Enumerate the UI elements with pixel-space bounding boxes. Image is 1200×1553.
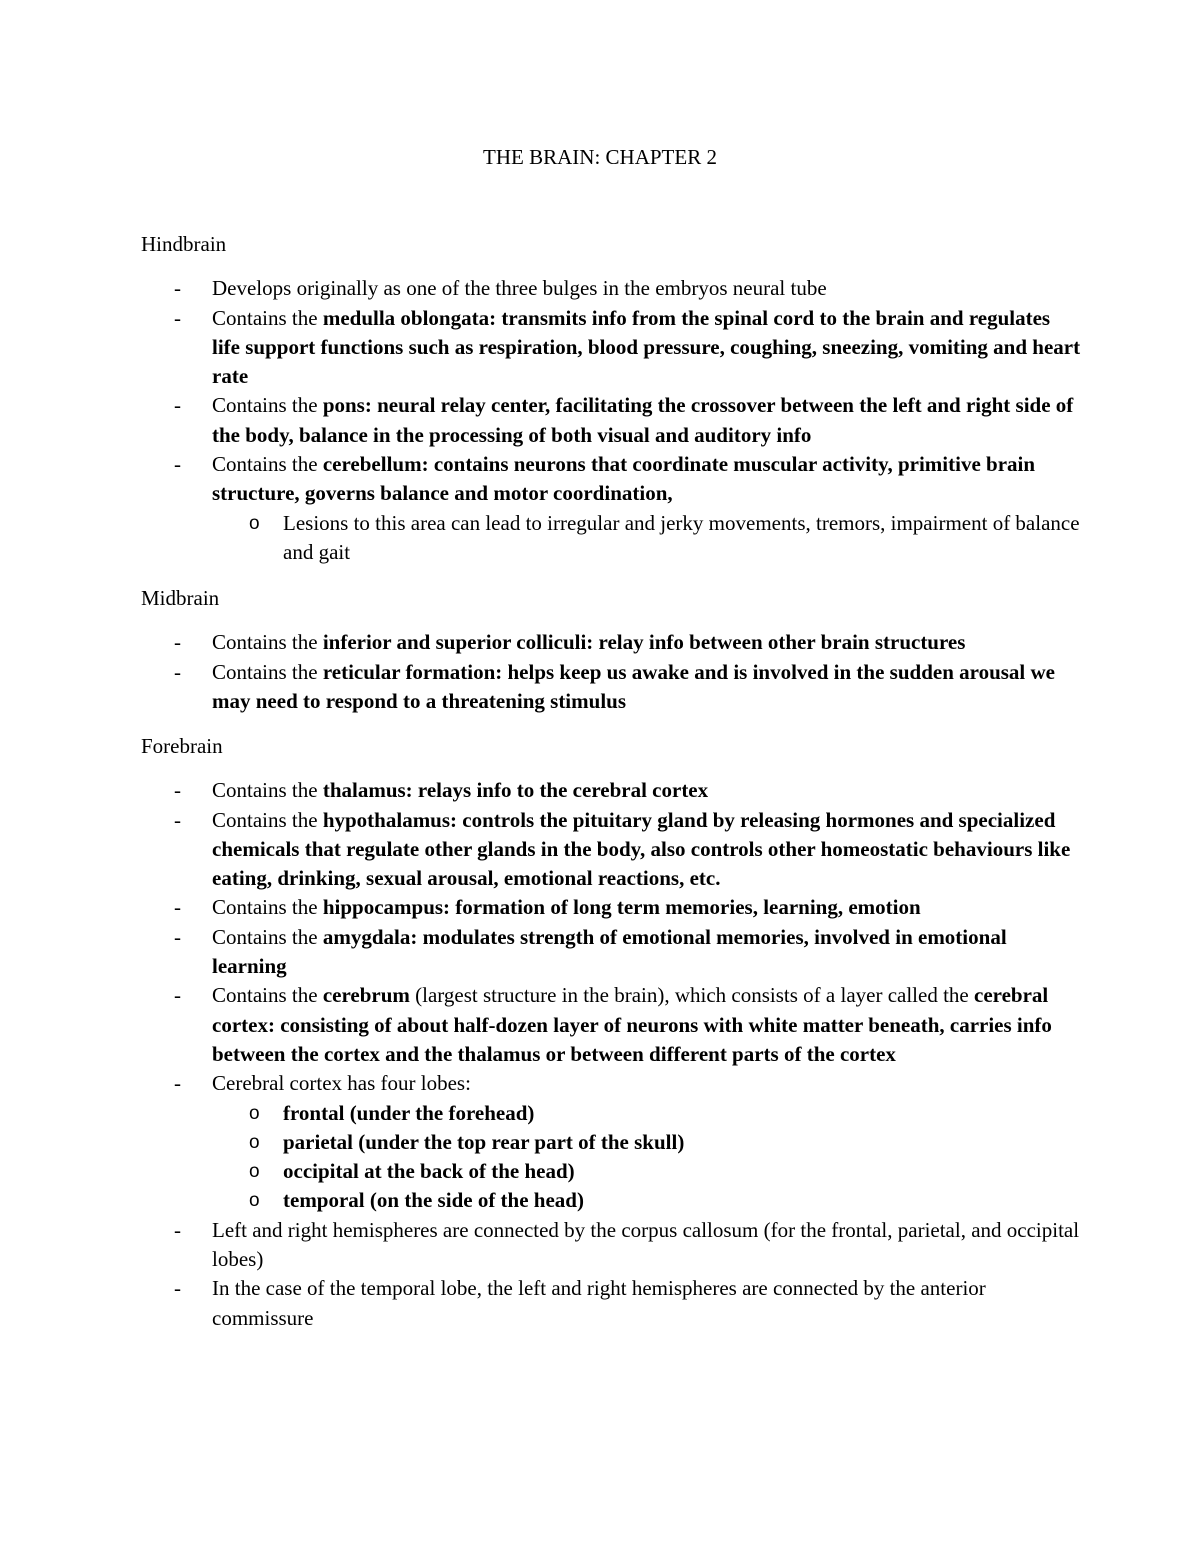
section-heading-forebrain: Forebrain (141, 734, 223, 758)
list-item: - Contains the medulla oblongata: transmits info from the spinal cord to the brain and regulates life support functions such as respiration, blood pressure, coughing, sneezing, vomiting and heart rate (174, 305, 1081, 389)
circle-bullet: o (249, 512, 260, 534)
sub-list (212, 509, 1081, 568)
midbrain-list (141, 628, 1081, 716)
sub-list-item: o occipital at the back of the head) (212, 1157, 1081, 1186)
list-item: - Contains the thalamus: relays info to the cerebral cortex (141, 776, 1081, 805)
forebrain-section (141, 732, 1081, 1333)
sub-list-item: o frontal (under the forehead) (212, 1099, 1081, 1128)
dash-bullet: - (174, 778, 181, 803)
dash-bullet: - (174, 1071, 181, 1096)
list-item: - Contains the reticular formation: helps keep us awake and is involved in the sudden arousal we may need to respond to a threatening stimulus (174, 659, 1055, 713)
midbrain-section (141, 584, 1081, 716)
dash-bullet: - (174, 452, 181, 477)
list-item: - Contains the hypothalamus: controls the pituitary gland by releasing hormones and specialized chemicals that regulate other glands in the body, also controls other homeostatic behaviours like eating, drinking, sexual arousal, emotional reactions, etc. (174, 807, 1071, 891)
hindbrain-list (141, 274, 1081, 567)
dash-bullet: - (174, 807, 181, 832)
section-heading-midbrain: Midbrain (141, 586, 220, 610)
list-item: - Contains the pons: neural relay center, facilitating the crossover between the left and right side of the body, balance in the processing of both visual and auditory info (174, 393, 1074, 447)
dash-bullet: - (174, 630, 181, 655)
list-item: - Contains the cerebellum: contains neurons that coordinate muscular activity, primitive brain structure, governs balance and motor coordination, o Lesions to this area can lead to irregular and jerky movements, tremors, impairment of balance and gait (141, 450, 1081, 567)
list-item: - Cerebral cortex has four lobes: o frontal (under the forehead) o parietal (under the top rear part of the skull) o occipital at the back of the head) o temporal (on the side of the head) (141, 1069, 1081, 1215)
circle-bullet: o (249, 1102, 260, 1124)
sub-list-item: o Lesions to this area can lead to irregular and jerky movements, tremors, impairment of balance and gait (249, 510, 1080, 564)
dash-bullet: - (174, 659, 181, 684)
forebrain-list (141, 776, 1081, 1333)
list-item: - Contains the cerebrum (largest structure in the brain), which consists of a layer called the cerebral cortex: consisting of about half-dozen layer of neurons with white matter beneath, carries info between the cortex and the thalamus or between different parts of the cortex (174, 983, 1052, 1066)
circle-bullet: o (249, 1131, 260, 1153)
list-item: - Contains the hippocampus: formation of long term memories, learning, emotion (141, 893, 1081, 922)
page-title: THE BRAIN: CHAPTER 2 (483, 145, 717, 169)
list-item: - In the case of the temporal lobe, the left and right hemispheres are connected by the anterior commissure (174, 1276, 986, 1330)
lobes-list (212, 1099, 1081, 1216)
hindbrain-section (141, 230, 1081, 567)
sub-list-item: o parietal (under the top rear part of the skull) (212, 1128, 1081, 1157)
dash-bullet: - (174, 305, 181, 330)
dash-bullet: - (174, 276, 181, 301)
dash-bullet: - (174, 895, 181, 920)
dash-bullet: - (174, 1276, 181, 1301)
dash-bullet: - (174, 393, 181, 418)
list-item: - Contains the inferior and superior colliculi: relay info between other brain structures (141, 628, 1081, 657)
dash-bullet: - (174, 1217, 181, 1242)
circle-bullet: o (249, 1161, 260, 1183)
list-item: - Develops originally as one of the three bulges in the embryos neural tube (141, 274, 1081, 303)
circle-bullet: o (249, 1190, 260, 1212)
sub-list-item: o temporal (on the side of the head) (212, 1186, 1081, 1215)
dash-bullet: - (174, 983, 181, 1008)
section-heading-hindbrain: Hindbrain (141, 232, 227, 256)
dash-bullet: - (174, 924, 181, 949)
list-item: - Contains the amygdala: modulates strength of emotional memories, involved in emotional learning (174, 924, 1007, 979)
list-item: - Left and right hemispheres are connected by the corpus callosum (for the frontal, parietal, and occipital lobes) (174, 1217, 1080, 1272)
